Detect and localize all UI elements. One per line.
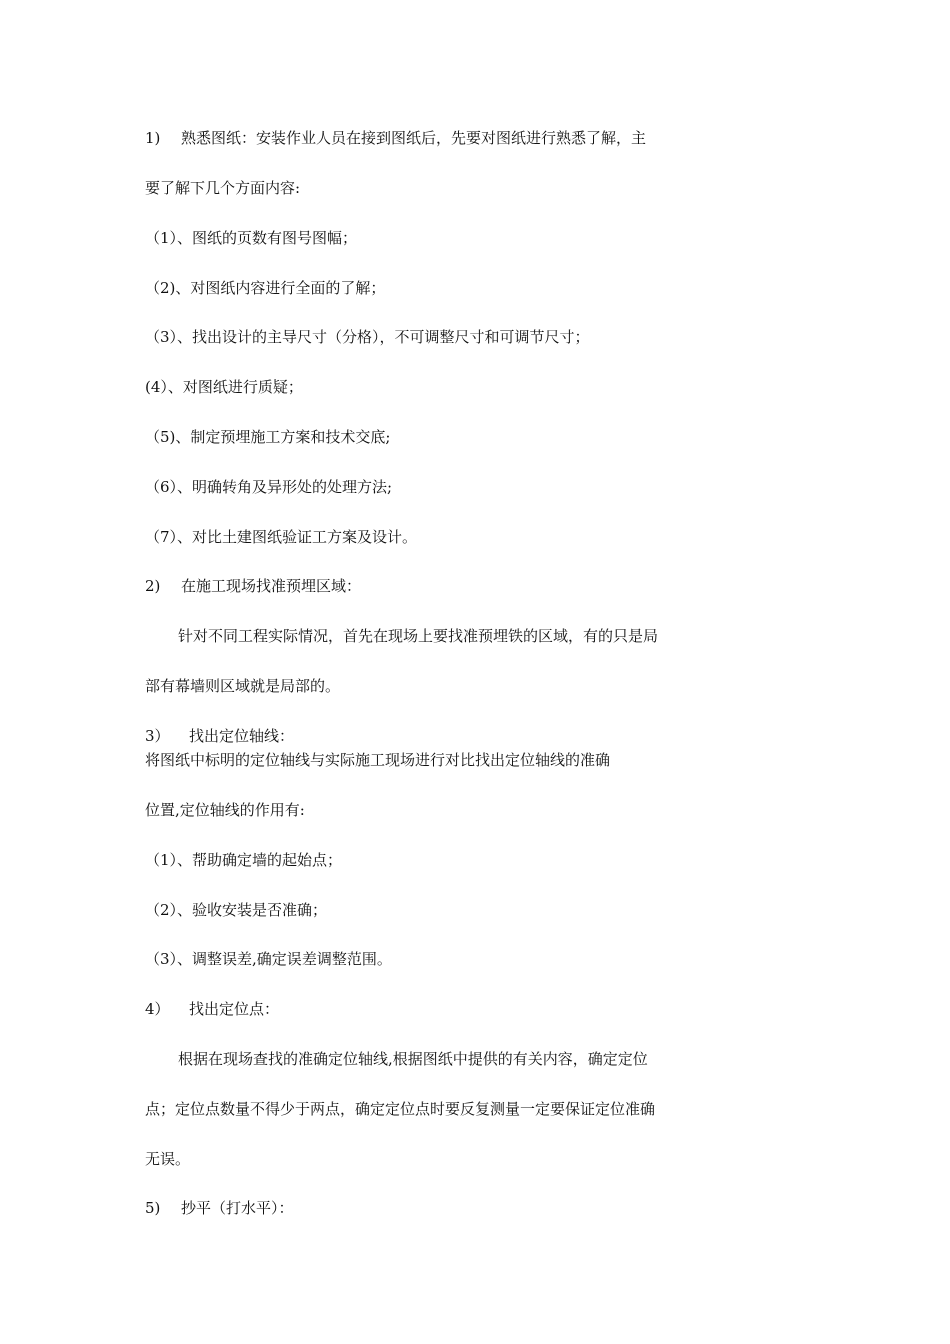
- section-3-item-3: （3）、调整误差,确定误差调整范围。: [145, 950, 392, 968]
- section-1-item-6: （6）、明确转角及异形处的处理方法;: [145, 478, 393, 496]
- section-4-paragraph-line-3: 无误。: [145, 1150, 191, 1168]
- section-2-paragraph-line-2: 部有幕墙则区域就是局部的。: [145, 677, 341, 695]
- section-4-heading: [145, 999, 279, 1019]
- section-1-item-1: （1）、图纸的页数有图号图幅；: [145, 229, 358, 247]
- section-5-title: 抄平（打水平）：: [181, 1199, 294, 1217]
- section-1-item-2: （2)、对图纸内容进行全面的了解；: [145, 279, 386, 297]
- section-5-heading: [145, 1198, 294, 1218]
- section-1-item-5: （5)、制定预埋施工方案和技术交底;: [145, 428, 391, 446]
- section-3-paragraph-line-2: 位置,定位轴线的作用有:: [145, 801, 305, 819]
- section-4-paragraph-line-1: 根据在现场查找的准确定位轴线,根据图纸中提供的有关内容，确定定位: [178, 1050, 648, 1068]
- section-2-paragraph-line-1: 针对不同工程实际情况，首先在现场上要找准预埋铁的区域，有的只是局: [178, 627, 659, 645]
- section-5-number: 5): [145, 1199, 161, 1217]
- section-1-item-3: （3）、找出设计的主导尺寸（分格），不可调整尺寸和可调节尺寸；: [145, 328, 590, 346]
- section-2-number: 2): [145, 577, 161, 595]
- section-4-title: 找出定位点：: [189, 1000, 280, 1018]
- section-4-number: 4）: [145, 1000, 170, 1018]
- section-3-paragraph-line-1: 将图纸中标明的定位轴线与实际施工现场进行对比找出定位轴线的准确: [145, 751, 611, 769]
- section-3-number: 3）: [145, 727, 170, 745]
- section-4-paragraph-line-2: 点；定位点数量不得少于两点，确定定位点时要反复测量一定要保证定位准确: [145, 1100, 656, 1118]
- section-2-title: 在施工现场找准预埋区域：: [181, 577, 362, 595]
- section-1-item-7: （7）、对比土建图纸验证工方案及设计。: [145, 528, 418, 546]
- section-1-continuation: 要了解下几个方面内容:: [145, 179, 301, 197]
- section-3-item-1: （1）、帮助确定墙的起始点；: [145, 851, 343, 869]
- section-1-heading: [145, 128, 646, 148]
- section-1-number: 1): [145, 129, 161, 147]
- section-1-title: 熟悉图纸：安装作业人员在接到图纸后，先要对图纸进行熟悉了解，主: [181, 129, 647, 147]
- section-3-item-2: （2）、验收安装是否准确；: [145, 901, 328, 919]
- section-3-heading: [145, 726, 294, 746]
- section-2-heading: [145, 576, 361, 596]
- section-1-item-4: (4）、对图纸进行质疑；: [145, 378, 303, 396]
- section-3-title: 找出定位轴线：: [189, 727, 295, 745]
